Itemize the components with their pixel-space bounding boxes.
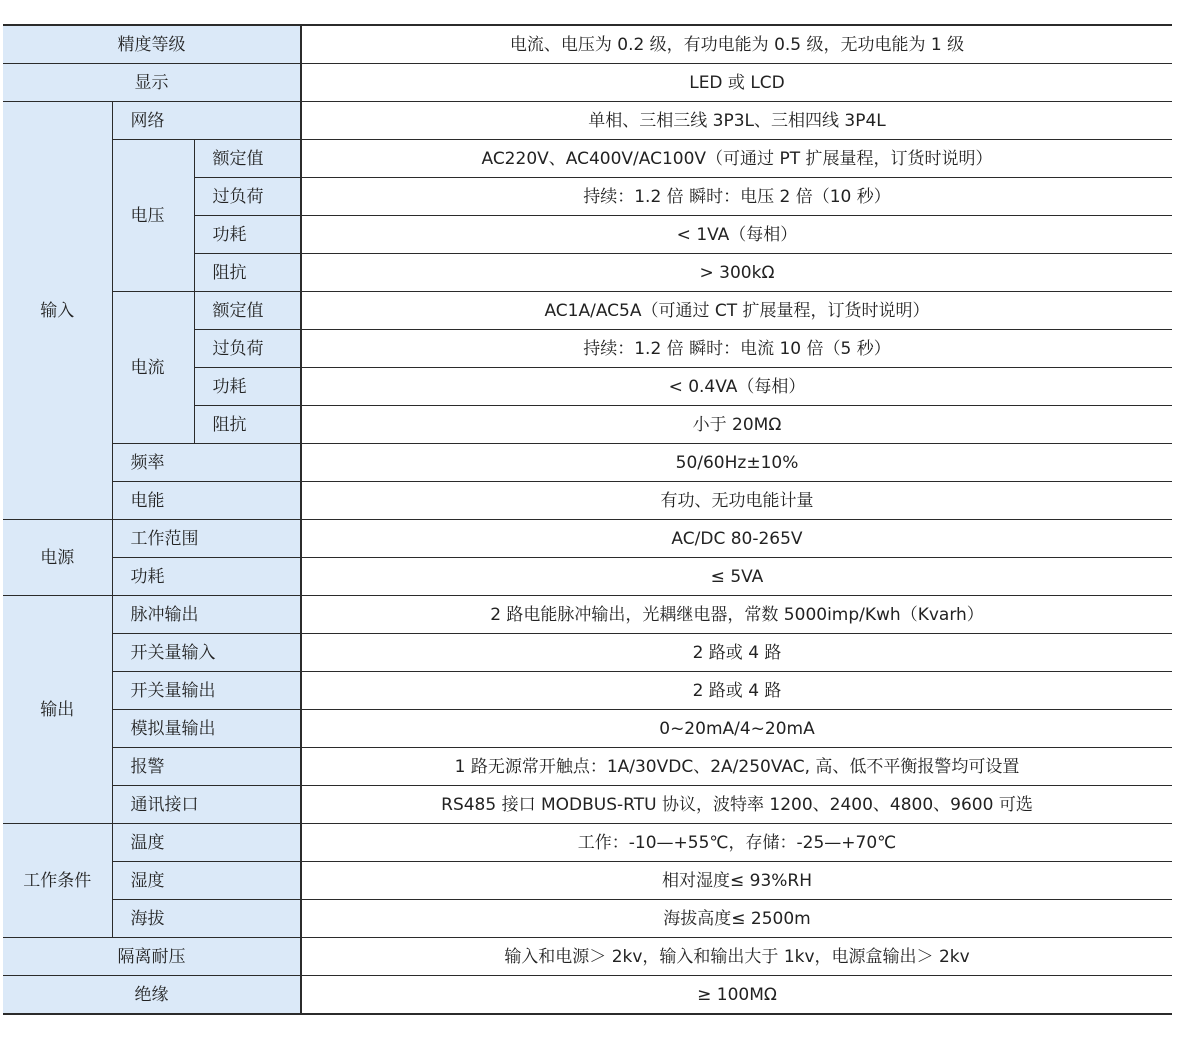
row-value: 2 路或 4 路 <box>301 672 1172 710</box>
row-value: 输入和电源＞ 2kv，输入和输出大于 1kv，电源盒输出＞ 2kv <box>301 938 1172 976</box>
row-value: AC220V、AC400V/AC100V（可通过 PT 扩展量程，订货时说明） <box>301 140 1172 178</box>
row-value: 持续：1.2 倍 瞬时：电压 2 倍（10 秒） <box>301 178 1172 216</box>
table-row <box>3 900 1172 938</box>
group-label-input: 输入 <box>3 102 112 520</box>
row-label: 温度 <box>112 824 301 862</box>
table-row <box>3 976 1172 1015</box>
row-label: 开关量输出 <box>112 672 301 710</box>
table-row <box>3 634 1172 672</box>
table-row <box>3 140 1172 178</box>
row-value: 小于 20MΩ <box>301 406 1172 444</box>
table-row <box>3 672 1172 710</box>
row-value: ≤ 5VA <box>301 558 1172 596</box>
row-value: RS485 接口 MODBUS-RTU 协议，波特率 1200、2400、4800、9600 可选 <box>301 786 1172 824</box>
row-label: 频率 <box>112 444 301 482</box>
table-row <box>3 558 1172 596</box>
group-label-output: 输出 <box>3 596 112 824</box>
row-label: 功耗 <box>194 216 301 254</box>
row-value: 2 路或 4 路 <box>301 634 1172 672</box>
table-row <box>3 862 1172 900</box>
row-label: 报警 <box>112 748 301 786</box>
row-label: 额定值 <box>194 292 301 330</box>
row-value: AC/DC 80-265V <box>301 520 1172 558</box>
group-label-power: 电源 <box>3 520 112 596</box>
row-value: 电流、电压为 0.2 级，有功电能为 0.5 级，无功电能为 1 级 <box>301 25 1172 64</box>
table-row <box>3 482 1172 520</box>
row-value: 海拔高度≤ 2500m <box>301 900 1172 938</box>
row-label: 功耗 <box>194 368 301 406</box>
row-value: > 300kΩ <box>301 254 1172 292</box>
row-value: LED 或 LCD <box>301 64 1172 102</box>
row-label: 阻抗 <box>194 406 301 444</box>
row-label: 功耗 <box>112 558 301 596</box>
row-value: 1 路无源常开触点：1A/30VDC、2A/250VAC, 高、低不平衡报警均可设置 <box>301 748 1172 786</box>
row-value: 50/60Hz±10% <box>301 444 1172 482</box>
row-label: 绝缘 <box>3 976 301 1015</box>
row-label: 隔离耐压 <box>3 938 301 976</box>
row-value: AC1A/AC5A（可通过 CT 扩展量程，订货时说明） <box>301 292 1172 330</box>
table-row <box>3 25 1172 64</box>
row-label: 海拔 <box>112 900 301 938</box>
row-label: 过负荷 <box>194 330 301 368</box>
subgroup-label-voltage: 电压 <box>112 140 194 292</box>
row-value: 2 路电能脉冲输出，光耦继电器，常数 5000imp/Kwh（Kvarh） <box>301 596 1172 634</box>
spec-table <box>3 24 1172 1015</box>
row-value: ≥ 100MΩ <box>301 976 1172 1015</box>
row-label: 模拟量输出 <box>112 710 301 748</box>
row-value: 相对湿度≤ 93%RH <box>301 862 1172 900</box>
row-label: 额定值 <box>194 140 301 178</box>
row-label: 网络 <box>112 102 301 140</box>
row-label: 电能 <box>112 482 301 520</box>
row-label: 显示 <box>3 64 301 102</box>
group-label-conditions: 工作条件 <box>3 824 112 938</box>
table-row <box>3 64 1172 102</box>
row-label: 通讯接口 <box>112 786 301 824</box>
table-row <box>3 938 1172 976</box>
row-value: 0~20mA/4~20mA <box>301 710 1172 748</box>
row-value: 工作：-10—+55℃，存储：-25—+70℃ <box>301 824 1172 862</box>
table-row <box>3 444 1172 482</box>
subgroup-label-current: 电流 <box>112 292 194 444</box>
row-value: < 0.4VA（每相） <box>301 368 1172 406</box>
table-row <box>3 824 1172 862</box>
row-label: 脉冲输出 <box>112 596 301 634</box>
row-value: 有功、无功电能计量 <box>301 482 1172 520</box>
table-row <box>3 710 1172 748</box>
row-label: 精度等级 <box>3 25 301 64</box>
table-row <box>3 786 1172 824</box>
row-label: 工作范围 <box>112 520 301 558</box>
row-value: 持续：1.2 倍 瞬时：电流 10 倍（5 秒） <box>301 330 1172 368</box>
row-value: < 1VA（每相） <box>301 216 1172 254</box>
table-row <box>3 520 1172 558</box>
table-row <box>3 292 1172 330</box>
table-row <box>3 596 1172 634</box>
row-value: 单相、三相三线 3P3L、三相四线 3P4L <box>301 102 1172 140</box>
row-label: 湿度 <box>112 862 301 900</box>
row-label: 开关量输入 <box>112 634 301 672</box>
row-label: 阻抗 <box>194 254 301 292</box>
table-row <box>3 102 1172 140</box>
row-label: 过负荷 <box>194 178 301 216</box>
table-row <box>3 748 1172 786</box>
